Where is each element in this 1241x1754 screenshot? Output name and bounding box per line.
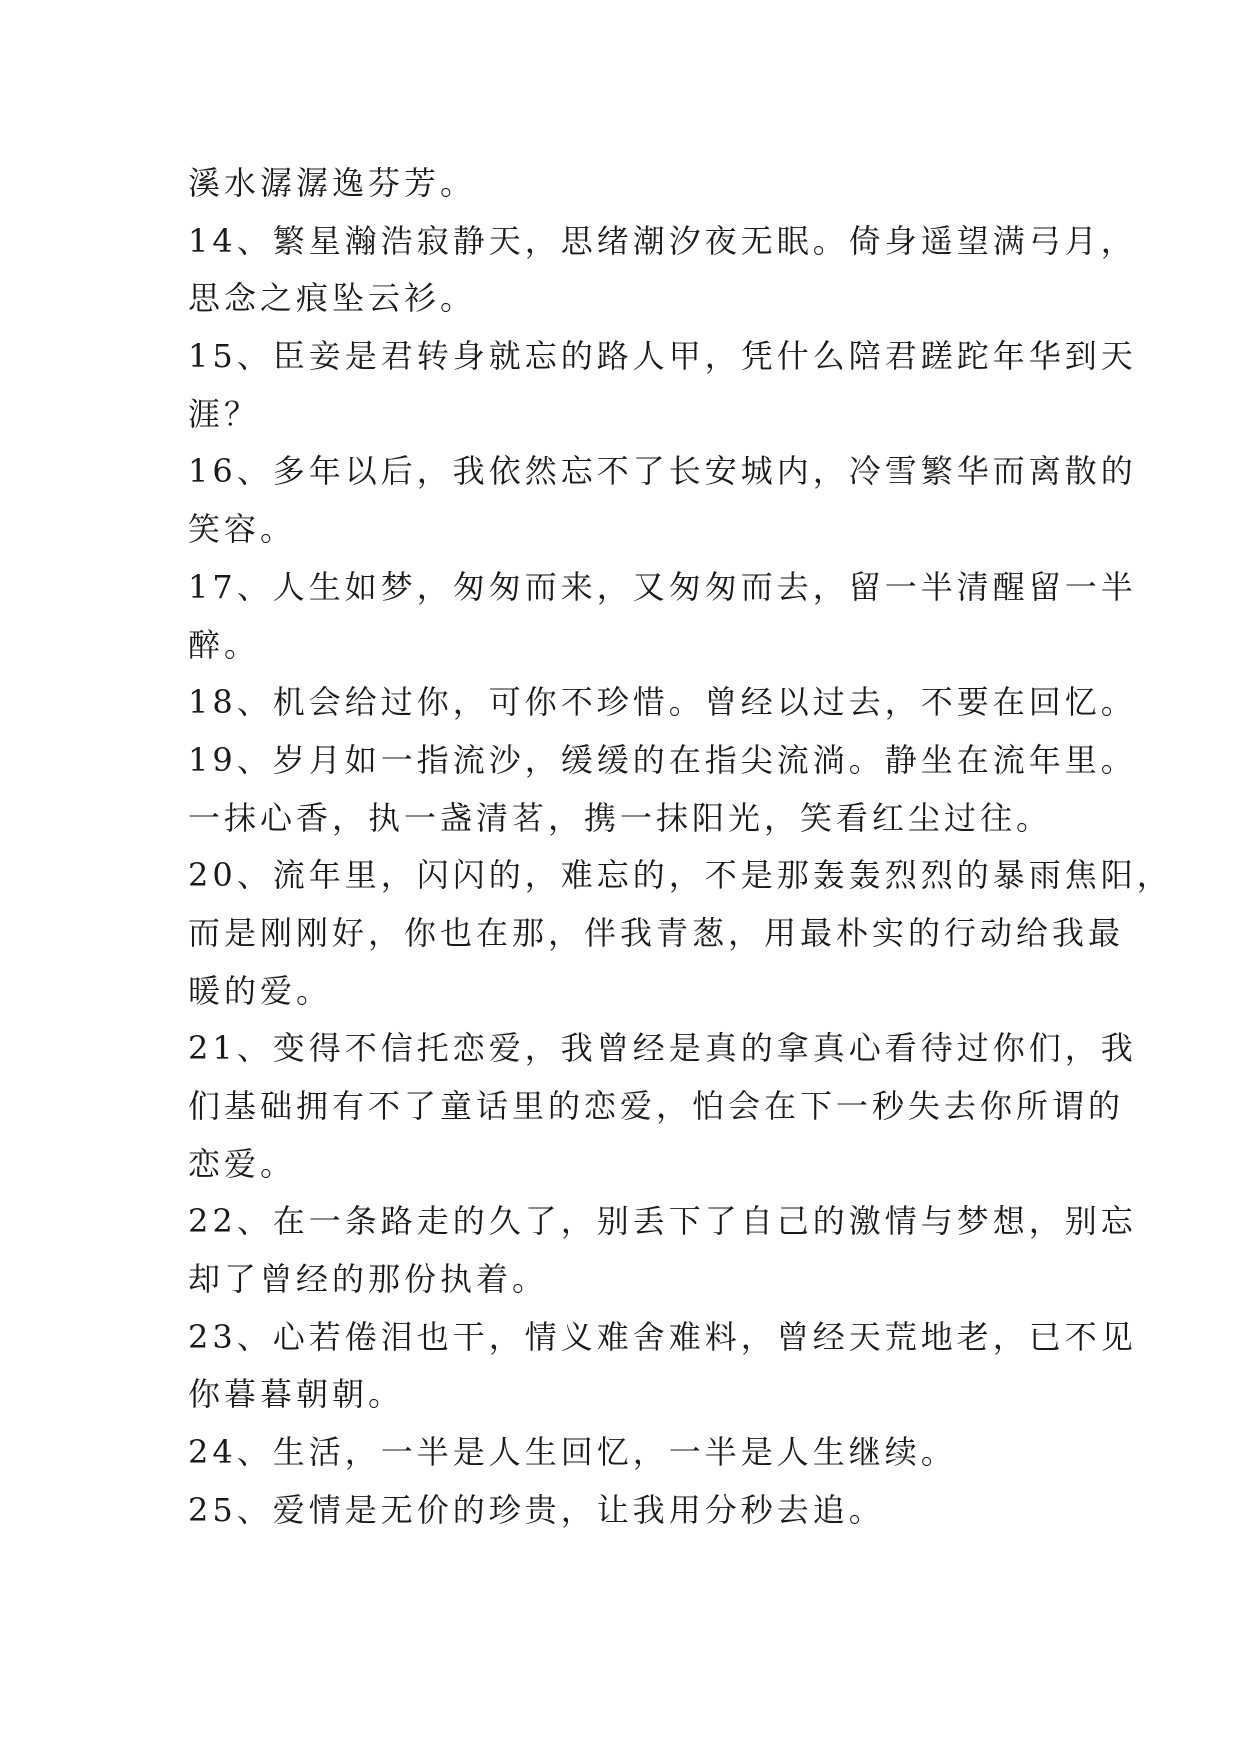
text-line: 一抹心香，执一盏清茗，携一抹阳光，笑看红尘过往。 [188,798,1053,837]
text-line: 25、爱情是无价的珍贵，让我用分秒去追。 [188,1490,885,1529]
text-line: 14、繁星瀚浩寂静天，思绪潮汐夜无眠。倚身遥望满弓月， [188,221,1137,260]
text-line: 23、心若倦泪也干，情义难舍难料，曾经天荒地老，已不见 [188,1317,1137,1356]
body-text [188,155,1173,1540]
text-line: 17、人生如梦，匆匆而来，又匆匆而去，留一半清醒留一半 [188,567,1137,606]
text-line: 22、在一条路走的久了，别丢下了自己的激情与梦想，别忘 [188,1202,1137,1241]
text-line: 却了曾经的那份执着。 [188,1260,549,1299]
text-line: 思念之痕坠云衫。 [188,279,477,318]
text-line: 18、机会给过你，可你不珍惜。曾经以过去，不要在回忆。 [188,683,1137,722]
text-line: 20、流年里，闪闪的，难忘的，不是那轰轰烈烈的暴雨焦阳， [188,856,1173,895]
text-line: 你暮暮朝朝。 [188,1375,405,1414]
text-line: 16、多年以后，我依然忘不了长安城内，冷雪繁华而离散的 [188,452,1137,491]
text-line: 恋爱。 [188,1144,297,1183]
text-line: 19、岁月如一指流沙，缓缓的在指尖流淌。静坐在流年里。 [188,740,1137,779]
text-line: 21、变得不信托恋爱，我曾经是真的拿真心看待过你们，我 [188,1029,1137,1068]
text-line: 们基础拥有不了童话里的恋爱，怕会在下一秒失去你所谓的 [188,1087,1125,1125]
text-line: 醉。 [188,625,261,664]
text-line: 15、臣妾是君转身就忘的路人甲，凭什么陪君蹉跎年华到天 [188,337,1137,376]
text-line: 笑容。 [188,510,297,549]
text-line: 暖的爱。 [188,971,333,1010]
text-line: 而是刚刚好，你也在那，伴我青葱，用最朴实的行动给我最 [188,913,1125,952]
text-line: 涯？ [188,394,261,433]
text-line: 24、生活，一半是人生回忆，一半是人生继续。 [188,1433,957,1472]
text-line: 溪水潺潺逸芬芳。 [188,164,477,202]
